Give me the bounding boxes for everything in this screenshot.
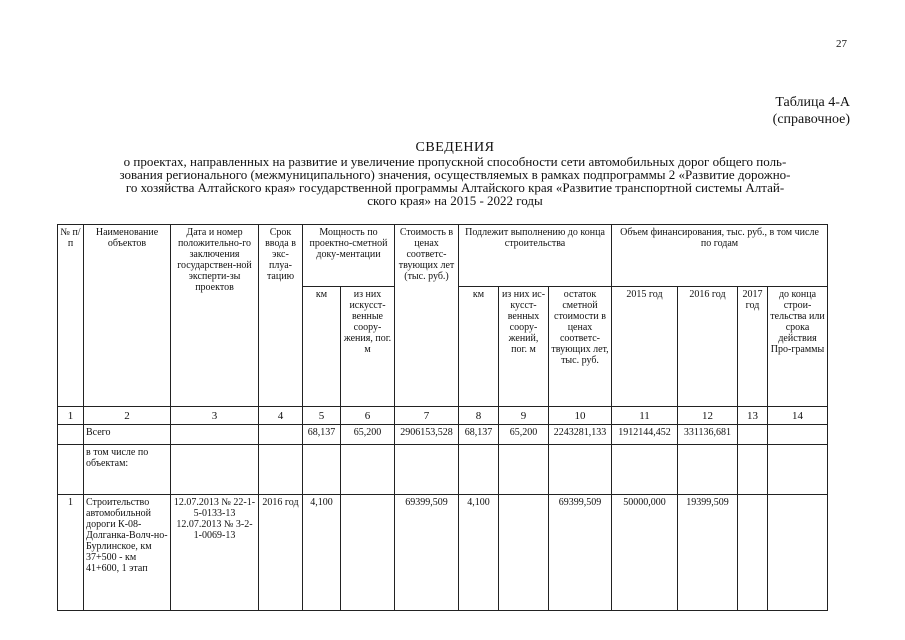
column-number: 13 xyxy=(738,407,768,425)
table-row xyxy=(58,495,828,611)
item-year-2016: 19399,509 xyxy=(678,495,738,611)
table-reference xyxy=(773,94,850,128)
empty-cell xyxy=(499,445,549,495)
total-label: Всего xyxy=(84,425,171,445)
header-remaining-cost: остаток сметной стоимости в ценах соответс-твующих лет, тыс. руб. xyxy=(549,287,612,407)
item-artificial-structures-completion xyxy=(499,495,549,611)
column-number: 4 xyxy=(259,407,303,425)
item-commission: 2016 год xyxy=(259,495,303,611)
header-row-1 xyxy=(58,225,828,287)
empty-cell xyxy=(768,445,828,495)
header-km-capacity: км xyxy=(303,287,341,407)
column-number: 2 xyxy=(84,407,171,425)
empty-cell xyxy=(395,445,459,495)
item-name: Строительство автомобильной дороги К-08-Долганка-Волч-но-Бурлинское, км 37+500 - км 41+600, 1 этап xyxy=(84,495,171,611)
document-subtitle-line-3: го хозяйства Алтайского края» государственной программы Алтайского края «Развитие транспортной системы Алтай- xyxy=(125,180,785,195)
item-num: 1 xyxy=(58,495,84,611)
column-number: 8 xyxy=(459,407,499,425)
item-expertise: 12.07.2013 № 22-1-5-0133-13 12.07.2013 № 3-2-1-0069-13 xyxy=(171,495,259,611)
item-cost: 69399,509 xyxy=(395,495,459,611)
total-row xyxy=(58,425,828,445)
header-financing: Объем финансирования, тыс. руб., в том числе по годам xyxy=(612,225,828,287)
total-km-completion: 68,137 xyxy=(459,425,499,445)
total-expertise-cell xyxy=(171,425,259,445)
header-capacity: Мощность по проектно-сметной доку-ментации xyxy=(303,225,395,287)
header-until-end: до конца строи-тельства или срока действия Про-граммы xyxy=(768,287,828,407)
empty-cell xyxy=(171,445,259,495)
header-artificial-structures-completion: из них ис-кусст-венных соору-жений, пог. м xyxy=(499,287,549,407)
total-remaining-cost: 2243281,133 xyxy=(549,425,612,445)
total-commission-cell xyxy=(259,425,303,445)
column-numbers-row xyxy=(58,407,828,425)
column-number: 3 xyxy=(171,407,259,425)
item-artificial-structures xyxy=(341,495,395,611)
empty-cell xyxy=(303,445,341,495)
header-year-2015: 2015 год xyxy=(612,287,678,407)
total-year-2015: 1912144,452 xyxy=(612,425,678,445)
empty-cell xyxy=(459,445,499,495)
page-number: 27 xyxy=(836,38,847,50)
column-number: 6 xyxy=(341,407,395,425)
by-objects-row xyxy=(58,445,828,495)
column-number: 7 xyxy=(395,407,459,425)
empty-cell xyxy=(678,445,738,495)
item-remaining-cost: 69399,509 xyxy=(549,495,612,611)
item-year-2017 xyxy=(738,495,768,611)
total-until-end xyxy=(768,425,828,445)
empty-cell xyxy=(549,445,612,495)
total-artificial-structures-completion: 65,200 xyxy=(499,425,549,445)
column-number: 9 xyxy=(499,407,549,425)
column-number: 10 xyxy=(549,407,612,425)
column-number: 5 xyxy=(303,407,341,425)
item-year-2015: 50000,000 xyxy=(612,495,678,611)
document-subtitle-line-2: зования регионального (межмуниципального) значения, осуществляемых в рамках подпрограммы 2 «Развитие дорожно- xyxy=(119,167,791,182)
header-commission: Срок ввода в экс-плуа-тацию xyxy=(259,225,303,407)
header-km-completion: км xyxy=(459,287,499,407)
column-number: 11 xyxy=(612,407,678,425)
empty-cell xyxy=(612,445,678,495)
total-artificial-structures: 65,200 xyxy=(341,425,395,445)
table-reference-label: Таблица 4-А xyxy=(775,95,850,110)
header-artificial-structures: из них искусст-венные соору-жения, пог. м xyxy=(341,287,395,407)
column-number: 1 xyxy=(58,407,84,425)
empty-cell xyxy=(259,445,303,495)
column-number: 14 xyxy=(768,407,828,425)
header-expertise: Дата и номер положительно-го заключения государствен-ной эксперти-зы проектов xyxy=(171,225,259,407)
document-title: СВЕДЕНИЯ xyxy=(415,140,495,155)
header-num: № п/п xyxy=(58,225,84,407)
subheader-num-cell xyxy=(58,445,84,495)
item-until-end xyxy=(768,495,828,611)
header-year-2017: 2017 год xyxy=(738,287,768,407)
document-subtitle-line-1: о проектах, направленных на развитие и увеличение пропускной способности сети автомобильных дорог общего поль- xyxy=(123,154,787,169)
header-cost: Стоимость в ценах соответс-твующих лет (тыс. руб.) xyxy=(395,225,459,407)
item-km-capacity: 4,100 xyxy=(303,495,341,611)
by-objects-label: в том числе по объектам: xyxy=(84,445,171,495)
empty-cell xyxy=(738,445,768,495)
total-cost: 2906153,528 xyxy=(395,425,459,445)
table-reference-note: (справочное) xyxy=(772,112,850,127)
total-num-cell xyxy=(58,425,84,445)
document-subtitle-line-4: ского края» на 2015 - 2022 годы xyxy=(367,193,543,208)
empty-cell xyxy=(341,445,395,495)
item-km-completion: 4,100 xyxy=(459,495,499,611)
total-year-2017 xyxy=(738,425,768,445)
header-name: Наименование объектов xyxy=(84,225,171,407)
total-km-capacity: 68,137 xyxy=(303,425,341,445)
header-completion: Подлежит выполнению до конца строительства xyxy=(459,225,612,287)
column-number: 12 xyxy=(678,407,738,425)
document-title-block xyxy=(60,140,850,207)
header-year-2016: 2016 год xyxy=(678,287,738,407)
projects-table xyxy=(57,224,828,611)
total-year-2016: 331136,681 xyxy=(678,425,738,445)
